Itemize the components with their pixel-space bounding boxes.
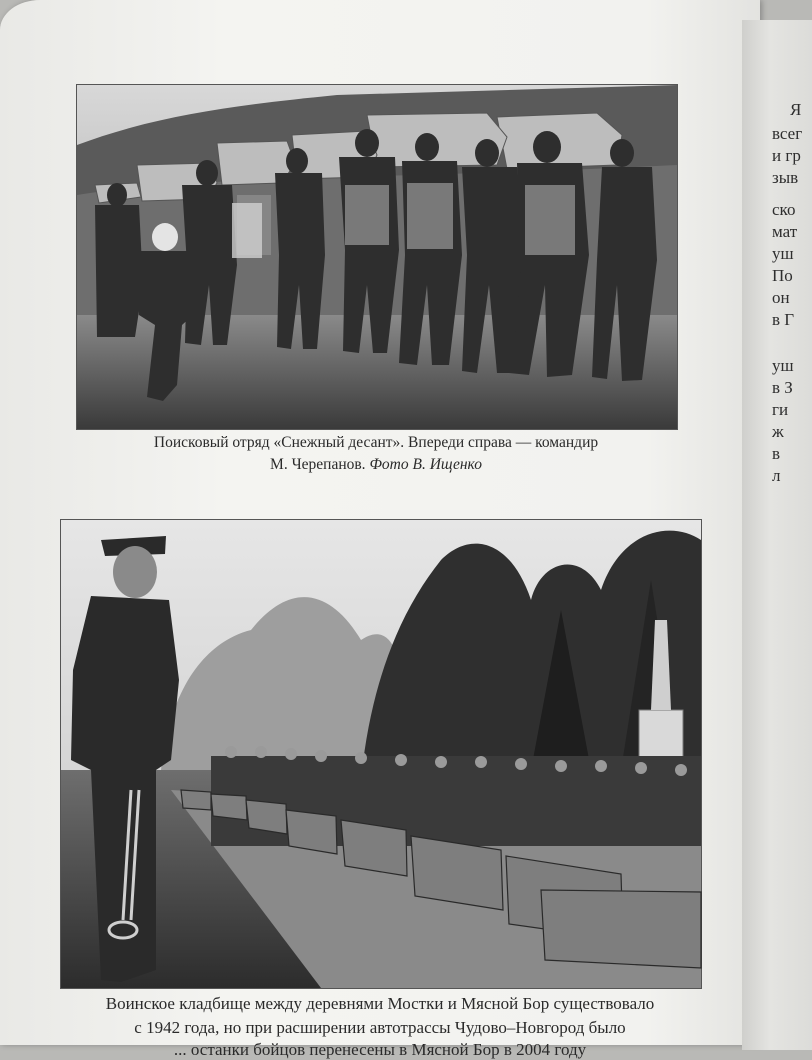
facing-fragment: мат	[772, 222, 798, 241]
facing-fragment: По	[772, 266, 793, 285]
caption-bottom-text-3: ... останки бойцов перенесены в Мясной Бор в 2004 году	[173, 1040, 587, 1059]
facing-fragment: л	[772, 466, 781, 485]
photo-military-cemetery-image	[61, 520, 701, 988]
caption-bottom-line2	[40, 1018, 720, 1038]
caption-top-author: М. Черепанов.	[270, 456, 370, 473]
photo-military-cemetery	[60, 519, 702, 989]
facing-fragment: Я	[790, 100, 802, 119]
facing-fragment: зыв	[772, 168, 799, 187]
facing-fragment: ж	[772, 422, 784, 441]
facing-fragment: всег	[772, 124, 803, 143]
facing-fragment: уш	[772, 356, 794, 375]
photo-search-squad	[76, 84, 678, 430]
photo-credit: Фото В. Ищенко	[369, 456, 482, 473]
facing-fragment: в З	[772, 378, 793, 397]
photo-search-squad-image	[77, 85, 677, 429]
facing-page	[742, 20, 812, 1050]
caption-bottom-text-2: с 1942 года, но при расширении автотрассы Чудово–Новгород было	[134, 1018, 626, 1037]
facing-fragment: ско	[772, 200, 796, 219]
caption-bottom-text-1: Воинское кладбище между деревнями Мостки и Мясной Бор существовало	[105, 994, 655, 1013]
facing-fragment: он	[772, 288, 790, 307]
facing-fragment: уш	[772, 244, 794, 263]
caption-top-line1	[76, 434, 676, 452]
caption-top-text: Поисковый отряд «Снежный десант». Впереди справа — командир	[153, 434, 599, 451]
caption-bottom-line1	[40, 994, 720, 1014]
caption-bottom-line3	[40, 1040, 720, 1059]
facing-fragment: в	[772, 444, 781, 463]
facing-fragment: в Г	[772, 310, 795, 329]
facing-fragment: ги	[772, 400, 789, 419]
caption-top-line2	[76, 456, 676, 474]
facing-fragment: и гр	[772, 146, 801, 165]
